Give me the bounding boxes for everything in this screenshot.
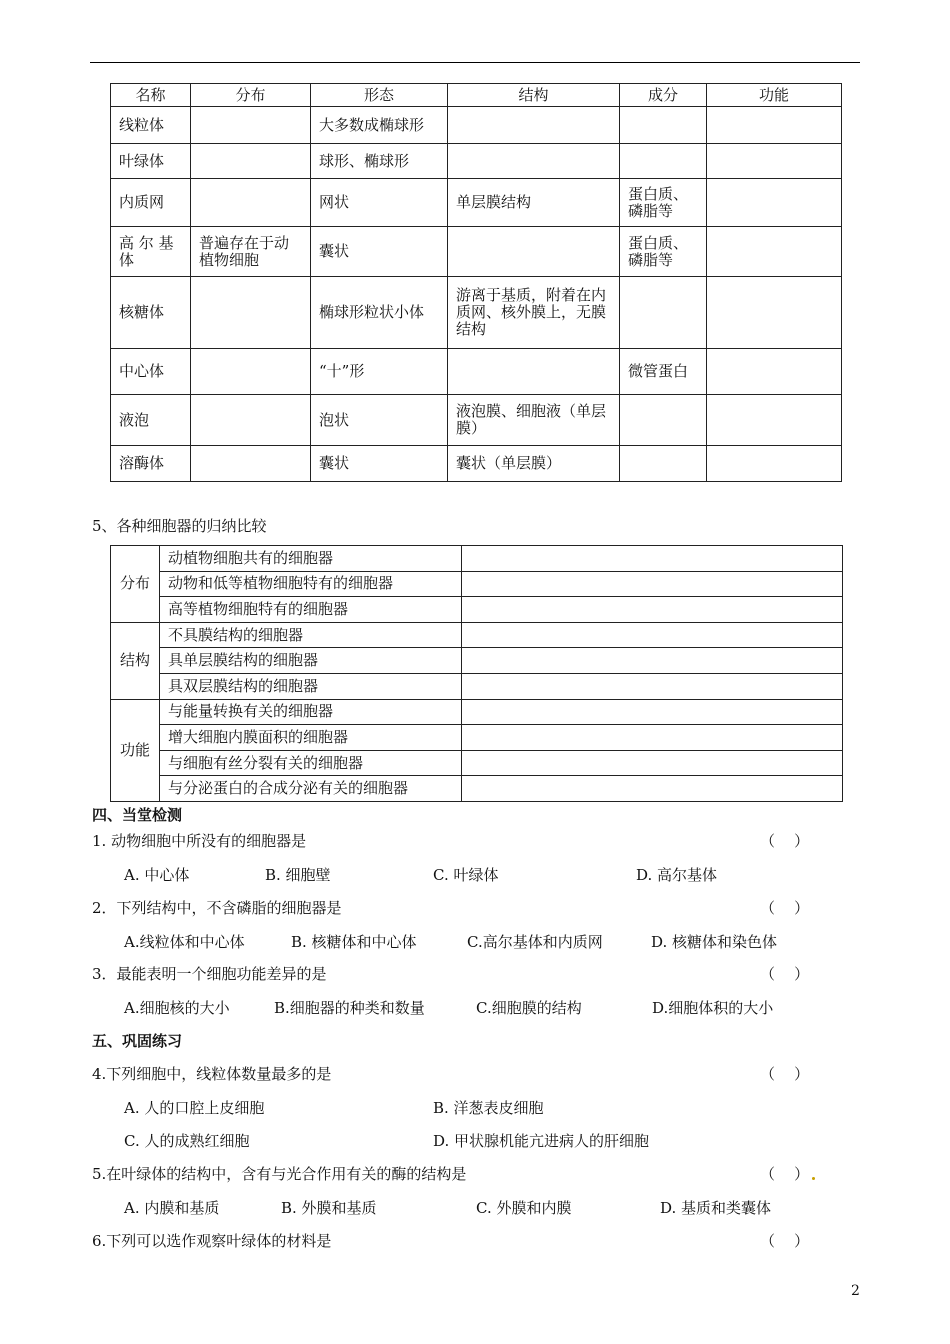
option: D.细胞体积的大小: [652, 999, 774, 1017]
option: A. 人的口腔上皮细胞: [124, 1099, 265, 1117]
table-cell: 蛋白质、磷脂等: [620, 227, 707, 277]
group-label: 分布: [111, 546, 160, 623]
table-row: [111, 699, 843, 725]
table-cell: [707, 349, 842, 395]
table-cell: 中心体: [111, 349, 191, 395]
answer-cell: [462, 571, 843, 597]
table-cell: [191, 349, 311, 395]
table-cell: 溶酶体: [111, 446, 191, 482]
answer-blank: （ ）: [760, 1165, 810, 1183]
question-stem: 1. 动物细胞中所没有的细胞器是: [92, 832, 307, 850]
header-rule: [90, 62, 860, 63]
column-header: 功能: [707, 84, 842, 107]
option: D. 高尔基体: [636, 866, 718, 884]
option: B. 核糖体和中心体: [291, 933, 417, 951]
column-header: 结构: [448, 84, 620, 107]
table-row: [111, 107, 842, 144]
table-row: [111, 349, 842, 395]
table-cell: 动植物细胞共有的细胞器: [160, 546, 462, 572]
table-cell: 普遍存在于动植物细胞: [191, 227, 311, 277]
table-cell: [707, 144, 842, 179]
answer-cell: [462, 622, 843, 648]
option: B. 细胞壁: [265, 866, 331, 884]
option: A. 中心体: [124, 866, 190, 884]
table-cell: 具单层膜结构的细胞器: [160, 648, 462, 674]
option: C.细胞膜的结构: [476, 999, 582, 1017]
organelle-table: [110, 83, 842, 482]
table-row: [111, 227, 842, 277]
option: C. 叶绿体: [433, 866, 499, 884]
table-cell: [191, 395, 311, 446]
table-cell: 液泡膜、细胞液（单层膜）: [448, 395, 620, 446]
table-row: [111, 725, 843, 751]
table-cell: [191, 107, 311, 144]
option: B.细胞器的种类和数量: [274, 999, 425, 1017]
answer-cell: [462, 597, 843, 623]
answer-blank: （ ）: [760, 899, 810, 917]
table-cell: [620, 395, 707, 446]
table-cell: 与细胞有丝分裂有关的细胞器: [160, 750, 462, 776]
column-header: 成分: [620, 84, 707, 107]
table-cell: 与分泌蛋白的合成分泌有关的细胞器: [160, 776, 462, 802]
table-cell: [707, 227, 842, 277]
table-cell: 蛋白质、磷脂等: [620, 179, 707, 227]
table-row: [111, 546, 843, 572]
answer-cell: [462, 673, 843, 699]
table-cell: 增大细胞内膜面积的细胞器: [160, 725, 462, 751]
section-title: 5、各种细胞器的归纳比较: [92, 517, 267, 535]
table-cell: [448, 144, 620, 179]
column-header: 分布: [191, 84, 311, 107]
table-cell: 叶绿体: [111, 144, 191, 179]
option: A. 内膜和基质: [124, 1199, 220, 1217]
table-row: [111, 648, 843, 674]
answer-cell: [462, 725, 843, 751]
option: A.细胞核的大小: [124, 999, 230, 1017]
table-cell: [448, 349, 620, 395]
table-cell: 网状: [311, 179, 448, 227]
table-row: [111, 179, 842, 227]
table-cell: [620, 144, 707, 179]
table-cell: 囊状（单层膜）: [448, 446, 620, 482]
table-cell: [707, 277, 842, 349]
question-stem: 4.下列细胞中，线粒体数量最多的是: [92, 1065, 332, 1083]
answer-cell: [462, 750, 843, 776]
page-number: 2: [851, 1283, 860, 1299]
table-cell: 微管蛋白: [620, 349, 707, 395]
answer-cell: [462, 699, 843, 725]
option: C. 外膜和内膜: [476, 1199, 572, 1217]
table-cell: 动物和低等植物细胞特有的细胞器: [160, 571, 462, 597]
table-row: [111, 622, 843, 648]
answer-cell: [462, 546, 843, 572]
table-cell: [620, 277, 707, 349]
table-cell: [707, 179, 842, 227]
answer-blank: （ ）: [760, 1065, 810, 1083]
table-cell: 内质网: [111, 179, 191, 227]
answer-blank: （ ）: [760, 965, 810, 983]
option: A.线粒体和中心体: [124, 933, 245, 951]
table-cell: 高 尔 基 体: [111, 227, 191, 277]
table-cell: [191, 179, 311, 227]
table-row: [111, 144, 842, 179]
answer-blank: （ ）: [760, 832, 810, 850]
answer-blank: （ ）: [760, 1232, 810, 1250]
table-row: [111, 277, 842, 349]
group-label: 功能: [111, 699, 160, 801]
question-stem: 5.在叶绿体的结构中，含有与光合作用有关的酶的结构是: [92, 1165, 467, 1183]
table-cell: 泡状: [311, 395, 448, 446]
table-cell: [620, 446, 707, 482]
option: C. 人的成熟红细胞: [124, 1132, 250, 1150]
table-cell: [191, 446, 311, 482]
table-row: [111, 776, 843, 802]
table-row: [111, 395, 842, 446]
section-title: 四、当堂检测: [92, 806, 183, 824]
table-header-row: [111, 84, 842, 107]
table-cell: 不具膜结构的细胞器: [160, 622, 462, 648]
table-cell: 球形、椭球形: [311, 144, 448, 179]
option: D. 甲状腺机能亢进病人的肝细胞: [433, 1132, 650, 1150]
answer-cell: [462, 648, 843, 674]
table-cell: 囊状: [311, 227, 448, 277]
answer-cell: [462, 776, 843, 802]
table-cell: 高等植物细胞特有的细胞器: [160, 597, 462, 623]
table-cell: 囊状: [311, 446, 448, 482]
table-cell: [620, 107, 707, 144]
table-row: [111, 750, 843, 776]
group-label: 结构: [111, 622, 160, 699]
table-cell: [191, 144, 311, 179]
table-row: [111, 597, 843, 623]
table-cell: [448, 227, 620, 277]
table-row: [111, 446, 842, 482]
table-cell: [448, 107, 620, 144]
table-cell: 具双层膜结构的细胞器: [160, 673, 462, 699]
table-cell: 液泡: [111, 395, 191, 446]
table-cell: 与能量转换有关的细胞器: [160, 699, 462, 725]
question-stem: 6.下列可以选作观察叶绿体的材料是: [92, 1232, 332, 1250]
table-cell: 核糖体: [111, 277, 191, 349]
table-cell: 线粒体: [111, 107, 191, 144]
table-cell: [707, 395, 842, 446]
column-header: 名称: [111, 84, 191, 107]
table-cell: [191, 277, 311, 349]
option: D. 核糖体和染色体: [651, 933, 778, 951]
table-cell: [707, 446, 842, 482]
table-cell: 大多数成椭球形: [311, 107, 448, 144]
table-row: [111, 673, 843, 699]
option: D. 基质和类囊体: [660, 1199, 772, 1217]
column-header: 形态: [311, 84, 448, 107]
decorative-dot: [812, 1177, 815, 1180]
table-cell: [707, 107, 842, 144]
table-cell: “十”形: [311, 349, 448, 395]
table-cell: 游离于基质，附着在内质网、核外膜上，无膜结构: [448, 277, 620, 349]
table-cell: 单层膜结构: [448, 179, 620, 227]
section-title: 五、巩固练习: [92, 1032, 183, 1050]
option: C.高尔基体和内质网: [467, 933, 603, 951]
table-row: [111, 571, 843, 597]
option: B. 外膜和基质: [281, 1199, 377, 1217]
table-cell: 椭球形粒状小体: [311, 277, 448, 349]
option: B. 洋葱表皮细胞: [433, 1099, 544, 1117]
question-stem: 3．最能表明一个细胞功能差异的是: [92, 965, 327, 983]
comparison-table: [110, 545, 843, 802]
question-stem: 2．下列结构中，不含磷脂的细胞器是: [92, 899, 342, 917]
